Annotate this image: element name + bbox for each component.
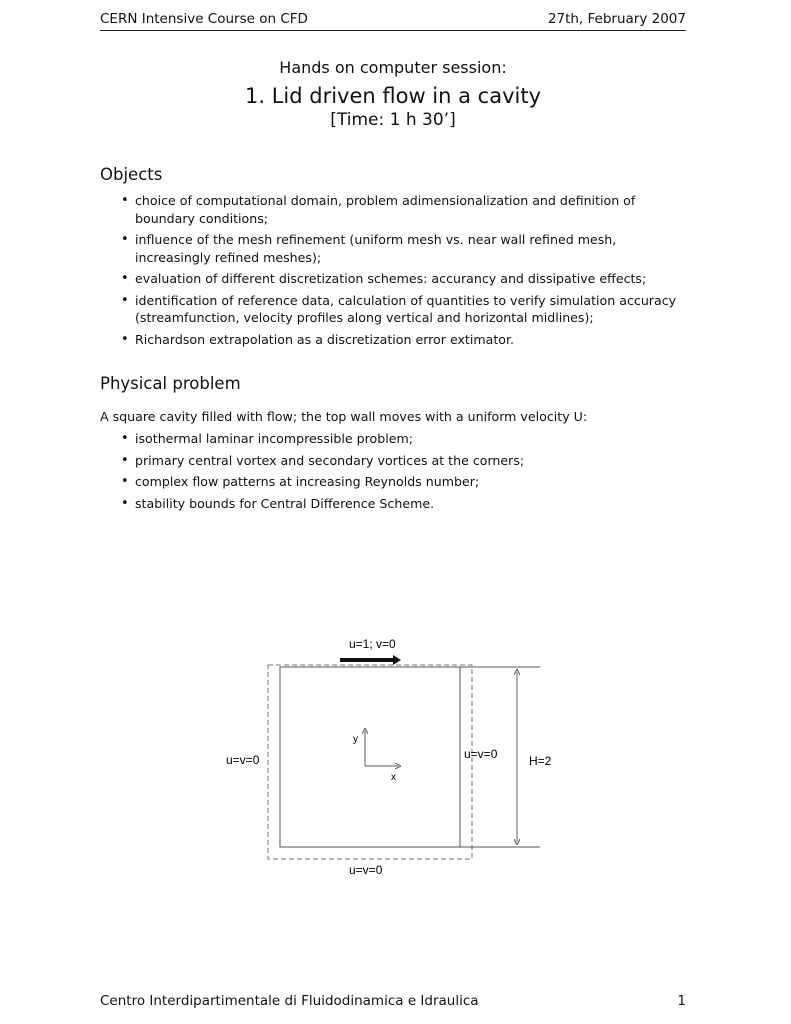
right-boundary-label: u=v=0 (464, 747, 498, 761)
list-item: • primary central vortex and secondary vortices at the corners; (100, 452, 686, 470)
list-item: • stability bounds for Central Difference Scheme. (100, 495, 686, 513)
dashed-domain-outline (268, 665, 472, 859)
lid-arrowhead (393, 655, 401, 665)
cavity-walls (280, 667, 460, 847)
page-number: 1 (677, 993, 686, 1009)
session-label: Hands on computer session: (279, 58, 507, 77)
page-header (100, 9, 686, 31)
height-label: H=2 (529, 754, 552, 768)
list-item: • evaluation of different discretization schemes: accurancy and dissipative effects; (100, 270, 686, 288)
list-item: • choice of computational domain, problem adimensionalization and definition of boundary conditions; (100, 192, 686, 227)
session-time: [Time: 1 h 30’] (330, 110, 456, 130)
objects-list (100, 192, 686, 352)
header-course: CERN Intensive Course on CFD (100, 11, 308, 27)
cavity-diagram (215, 630, 575, 885)
list-item: • complex flow patterns at increasing Reynolds number; (100, 473, 686, 491)
x-axis-label: x (391, 772, 396, 783)
page-title: 1. Lid driven flow in a cavity (244, 84, 541, 108)
y-axis-label: y (353, 734, 358, 745)
list-item: • isothermal laminar incompressible problem; (100, 430, 686, 448)
physical-heading: Physical problem (100, 374, 241, 393)
header-date: 27th, February 2007 (547, 11, 686, 27)
objects-heading: Objects (100, 165, 163, 184)
physical-list (100, 430, 686, 516)
physical-intro: A square cavity filled with flow; the top wall moves with a uniform velocity U: (100, 409, 588, 424)
list-item: • Richardson extrapolation as a discretization error extimator. (100, 331, 686, 349)
bottom-boundary-label: u=v=0 (349, 863, 383, 877)
footer-institution: Centro Interdipartimentale di Fluidodinamica e Idraulica (100, 993, 479, 1009)
list-item: • identification of reference data, calculation of quantities to verify simulation accuracy (streamfunction, velocity profiles along vertical and horizontal midlines); (100, 292, 686, 327)
left-boundary-label: u=v=0 (226, 753, 260, 767)
list-item: • influence of the mesh refinement (uniform mesh vs. near wall refined mesh, increasingly refined meshes); (100, 231, 686, 266)
top-boundary-label: u=1; v=0 (349, 637, 396, 651)
